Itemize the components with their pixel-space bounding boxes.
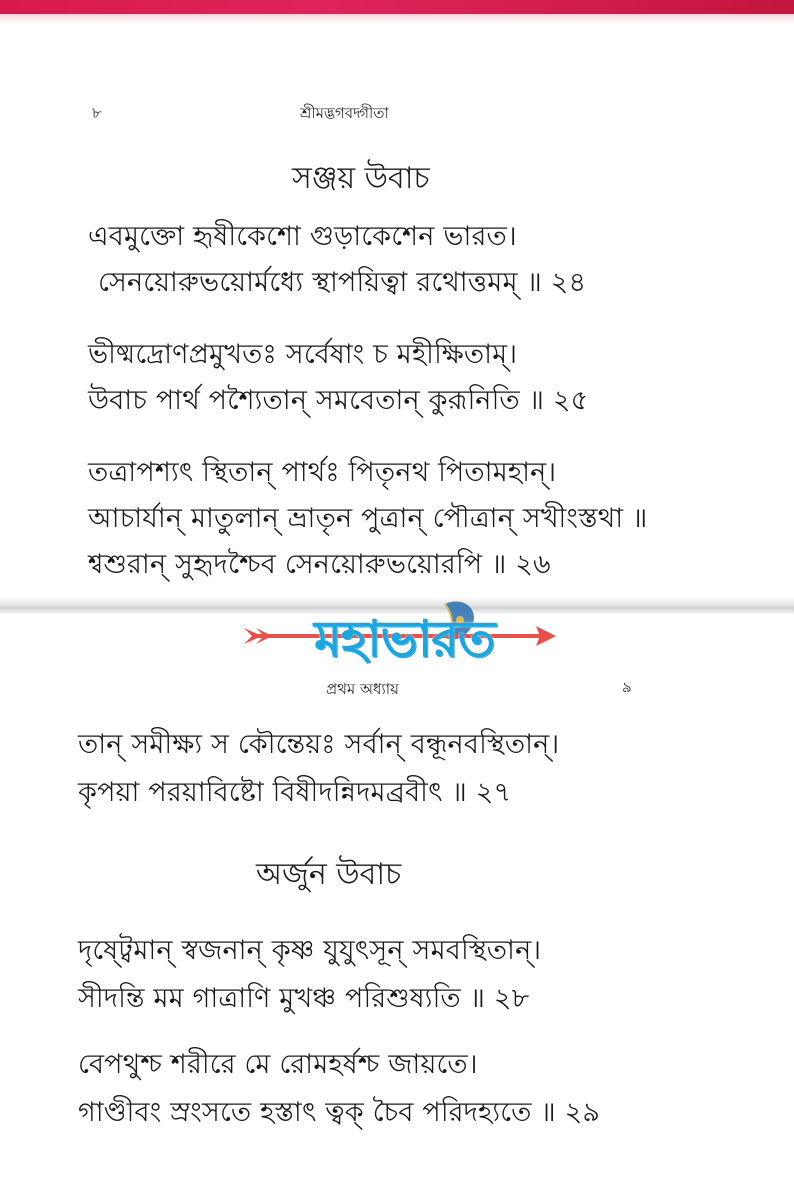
verse-25-line-1: ভীষ্মদ্রোণপ্রমুখতঃ সর্বেষাং চ মহীক্ষিতাম্। bbox=[88, 339, 518, 370]
verse-28-line-2: সীদন্তি মম গাত্রাণি মুখঞ্চ পরিশুষ্যতি ॥ ২৮ bbox=[78, 983, 530, 1014]
page-number: ৮ bbox=[92, 104, 102, 122]
verse-24-line-1: এবমুক্তো হৃষীকেশো গুড়াকেশেন ভারত। bbox=[88, 221, 517, 252]
verse-24-line-2: সেনয়োরুভয়োর্মধ্যে স্থাপয়িত্বা রথোত্তমম্ ॥ ২৪ bbox=[98, 267, 587, 298]
watermark-logo bbox=[240, 598, 560, 674]
verse-26-line-3: শ্বশুরান্ সুহৃদশ্চৈব সেনয়োরুভয়োরপি ॥ ২৬ bbox=[88, 549, 551, 580]
verse-26-line-2: আচার্যান্ মাতুলান্ ভ্রাতৃন পুত্রান্ পৌত্রান্ সখীংস্তথা ॥ bbox=[88, 503, 648, 534]
section-heading: অর্জুন উবাচ bbox=[256, 857, 402, 892]
running-title: প্রথম অধ্যায় bbox=[326, 680, 399, 698]
section-heading: সঞ্জয় উবাচ bbox=[292, 161, 430, 196]
page-number: ৯ bbox=[622, 678, 632, 696]
verse-29-line-1: বেপথুশ্চ শরীরে মে রোমহর্ষশ্চ জায়তে। bbox=[78, 1049, 478, 1080]
verse-28-line-1: দৃষ্ট্বেমান্ স্বজনান্ কৃষ্ণ যুযুৎসূন্ সমবস্থিতান্। bbox=[78, 935, 542, 966]
verse-27-line-1: তান্ সমীক্ষ্য স কৌন্তেয়ঃ সর্বান্ বন্ধূনবস্থিতান্। bbox=[78, 729, 560, 760]
watermark-text: মহাভারত bbox=[314, 610, 495, 668]
book-page-9 bbox=[0, 614, 794, 1200]
verse-27-line-2: কৃপয়া পরয়াবিষ্টো বিষীদন্নিদমব্রবীৎ ॥ ২৭ bbox=[78, 777, 512, 808]
verse-29-line-2: গাণ্ডীবং স্রংসতে হস্তাৎ ত্বক্ চৈব পরিদহ্যতে ॥ ২৯ bbox=[78, 1097, 601, 1128]
verse-26-line-1: তত্রাপশ্যৎ স্থিতান্ পার্থঃ পিতৃনথ পিতামহান্। bbox=[88, 457, 557, 488]
book-page-8 bbox=[0, 24, 794, 604]
cover-edge-shadow bbox=[0, 14, 794, 24]
running-title: শ্রীমদ্ভগবদ্গীতা bbox=[300, 104, 389, 122]
book-cover-edge bbox=[0, 0, 794, 14]
verse-25-line-2: উবাচ পার্থ পশ্যৈতান্ সমবেতান্ কুরূনিতি ॥ ২৫ bbox=[88, 385, 589, 416]
